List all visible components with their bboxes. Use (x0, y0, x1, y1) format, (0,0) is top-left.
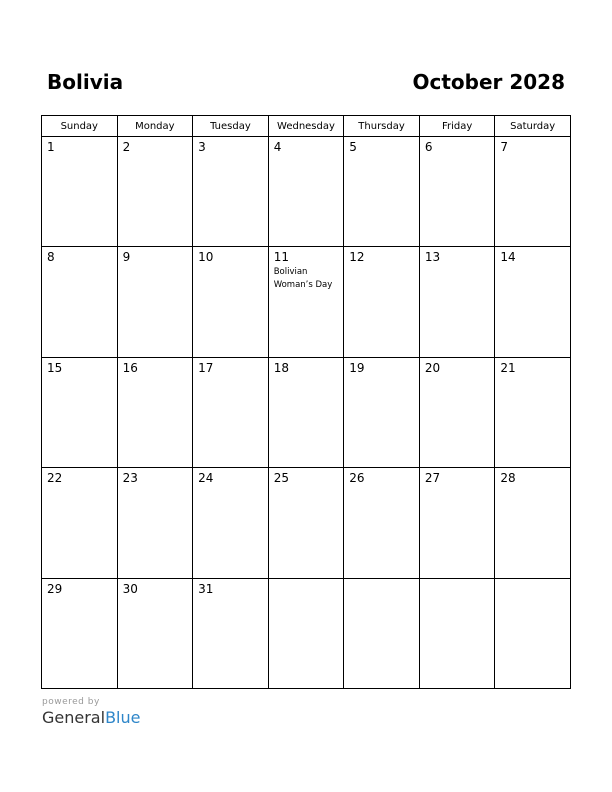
week-row (42, 468, 571, 578)
day-number: 5 (349, 140, 357, 154)
holiday-label (193, 596, 268, 598)
day-number: 17 (198, 360, 214, 375)
week-row (42, 357, 571, 467)
day-cell-empty (495, 578, 571, 688)
day-number: 31 (198, 581, 214, 596)
day-cell (268, 468, 344, 578)
day-number: 8 (47, 250, 55, 265)
weekday-tuesday: Tuesday (193, 116, 269, 137)
holiday-label (42, 375, 117, 377)
day-number: 24 (198, 471, 214, 486)
day-cell-empty (419, 578, 495, 688)
day-cell (419, 247, 495, 357)
day-number: 6 (424, 140, 433, 154)
brand-name-general: General (42, 708, 106, 727)
day-cell (495, 137, 571, 247)
holiday-label (193, 485, 268, 487)
holiday-label (344, 154, 419, 156)
country-title: Bolivia (47, 70, 124, 94)
day-number: 4 (273, 140, 282, 154)
day-number: 2 (122, 140, 131, 154)
weekday-thursday: Thursday (344, 116, 420, 137)
holiday-label (269, 582, 344, 584)
weekday-wednesday: Wednesday (268, 116, 344, 137)
day-number: 3 (198, 140, 206, 154)
holiday-label (118, 375, 193, 377)
week-row (42, 578, 571, 688)
weekday-monday: Monday (117, 116, 193, 137)
holiday-label (495, 485, 570, 487)
day-cell (117, 137, 193, 247)
day-number: 16 (122, 360, 138, 375)
day-number: 30 (122, 581, 138, 596)
day-cell (495, 357, 571, 467)
day-number: 18 (273, 360, 289, 375)
day-number: 1 (47, 140, 55, 154)
day-cell (419, 468, 495, 578)
day-number: 9 (122, 250, 131, 265)
month-year-title: October 2028 (412, 70, 565, 94)
holiday-label (420, 582, 495, 584)
day-number: 10 (198, 250, 214, 265)
holiday-label (344, 485, 419, 487)
holiday-label (193, 375, 268, 377)
holiday-label (42, 596, 117, 598)
holiday-label (495, 154, 570, 156)
holiday-label (118, 264, 193, 266)
day-cell (193, 137, 269, 247)
holiday-label (42, 264, 117, 266)
day-cell (117, 468, 193, 578)
holiday-label (193, 264, 268, 266)
weekday-sunday: Sunday (42, 116, 118, 137)
holiday-label (495, 264, 570, 266)
holiday-label (269, 154, 344, 156)
holiday-label (42, 154, 117, 156)
day-number: 7 (500, 140, 509, 154)
holiday-label (495, 375, 570, 377)
day-number: 28 (500, 471, 516, 486)
holiday-label (118, 154, 193, 156)
day-number: 20 (424, 360, 441, 375)
day-cell (42, 247, 118, 357)
day-cell (268, 247, 344, 357)
holiday-label (118, 596, 193, 598)
day-cell (419, 357, 495, 467)
day-cell (495, 468, 571, 578)
day-number: 27 (424, 471, 441, 486)
holiday-label (344, 375, 419, 377)
week-row (42, 247, 571, 357)
day-cell-empty (268, 578, 344, 688)
day-cell (344, 137, 420, 247)
day-number: 23 (122, 471, 138, 486)
calendar-grid (41, 115, 571, 689)
day-number: 12 (349, 250, 365, 265)
holiday-label: Bolivian Woman’s Day (273, 267, 333, 291)
day-cell-empty (344, 578, 420, 688)
holiday-label (420, 154, 495, 156)
day-cell (344, 357, 420, 467)
day-cell (344, 468, 420, 578)
holiday-label (269, 375, 344, 377)
day-cell (117, 357, 193, 467)
day-number: 22 (47, 471, 63, 486)
week-row (42, 137, 571, 247)
day-cell (344, 247, 420, 357)
day-number: 26 (349, 471, 365, 486)
day-number: 29 (47, 581, 63, 596)
weekday-header-row (42, 116, 571, 137)
weekday-saturday: Saturday (495, 116, 571, 137)
day-cell (42, 578, 118, 688)
day-cell (495, 247, 571, 357)
powered-by-text: powered by (42, 697, 100, 707)
brand-name-blue: Blue (105, 708, 141, 727)
holiday-label (344, 582, 419, 584)
calendar-header (47, 70, 565, 100)
day-cell (42, 468, 118, 578)
holiday-label (420, 485, 495, 487)
holiday-label (118, 485, 193, 487)
day-number: 21 (500, 360, 516, 375)
holiday-label (42, 485, 117, 487)
day-cell (117, 247, 193, 357)
day-number: 15 (47, 360, 63, 375)
holiday-label (193, 154, 268, 156)
holiday-label (344, 264, 419, 266)
day-cell (117, 578, 193, 688)
day-cell (268, 137, 344, 247)
holiday-label (420, 375, 495, 377)
day-number: 11 (273, 250, 289, 265)
holiday-label (495, 582, 570, 584)
day-cell (268, 357, 344, 467)
holiday-label (420, 264, 495, 266)
day-cell (42, 137, 118, 247)
day-cell (193, 578, 269, 688)
day-number: 19 (349, 360, 365, 375)
day-number: 25 (273, 471, 289, 486)
day-cell (193, 247, 269, 357)
day-number: 14 (500, 250, 516, 265)
day-cell (419, 137, 495, 247)
day-number: 13 (424, 250, 441, 265)
day-cell (193, 468, 269, 578)
day-cell (42, 357, 118, 467)
holiday-label (269, 485, 344, 487)
weekday-friday: Friday (419, 116, 495, 137)
day-cell (193, 357, 269, 467)
footer-branding (42, 697, 140, 727)
generalblue-logo[interactable] (42, 708, 140, 727)
